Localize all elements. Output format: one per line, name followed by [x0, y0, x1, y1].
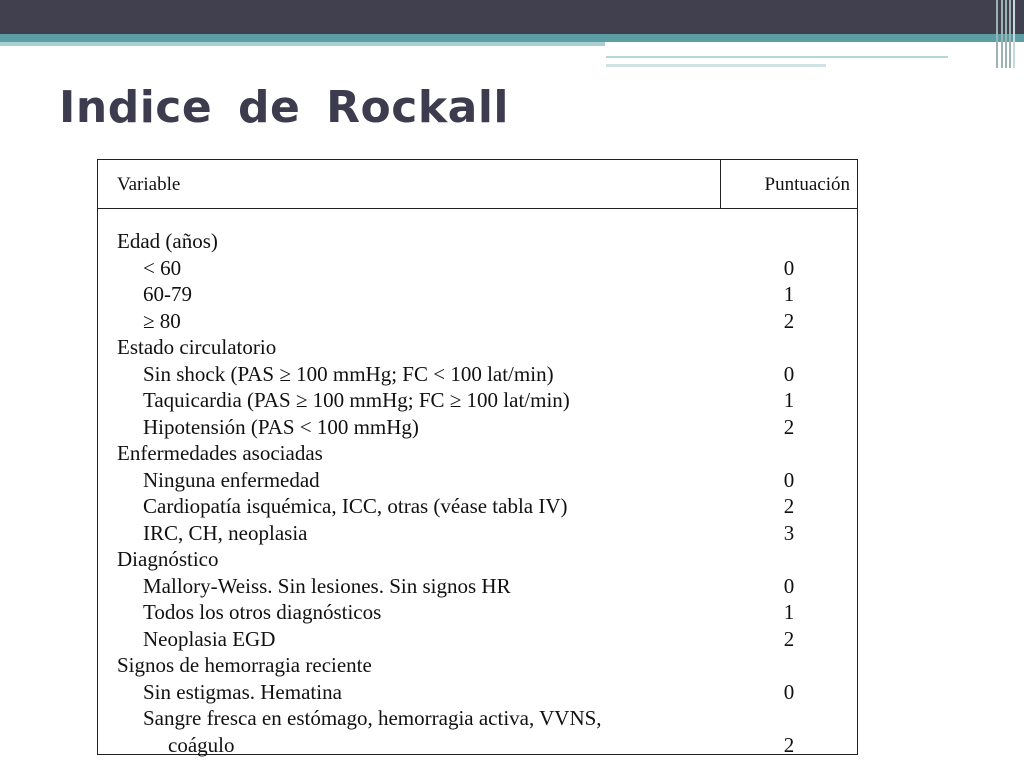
- row-score: 0: [783, 361, 795, 386]
- category-row: [98, 440, 857, 467]
- row-score: 2: [783, 414, 795, 439]
- row-label: 60-79: [143, 282, 192, 306]
- header-band: [0, 0, 1024, 34]
- row-label: Edad (años): [117, 229, 218, 253]
- table-row: [98, 281, 857, 308]
- category-row: [98, 652, 857, 679]
- row-score: 2: [783, 494, 795, 518]
- category-row: [98, 546, 857, 573]
- row-label: ≥ 80: [143, 308, 181, 333]
- accent-line: [606, 64, 826, 67]
- category-row: [98, 334, 857, 361]
- row-score: 2: [783, 626, 795, 651]
- table-header-row: [98, 160, 857, 209]
- decorative-stripes: [994, 0, 1024, 68]
- row-score: 0: [783, 679, 795, 704]
- table-body: [98, 228, 857, 758]
- row-label: IRC, CH, neoplasia: [143, 520, 308, 545]
- table-row: [98, 626, 857, 653]
- table-row: [98, 387, 857, 414]
- row-score: 2: [783, 732, 795, 757]
- slide-title: Indice de Rockall: [59, 82, 509, 133]
- row-label: Todos los otros diagnósticos: [143, 600, 382, 624]
- row-label: coágulo: [168, 732, 235, 757]
- row-label: Sangre fresca en estómago, hemorragia activa, VVNS,: [143, 706, 602, 730]
- row-label: Neoplasia EGD: [143, 626, 276, 651]
- table-row: [98, 599, 857, 626]
- row-score: 1: [783, 388, 795, 412]
- header-variable: Variable: [117, 174, 181, 195]
- row-label: Enfermedades asociadas: [117, 441, 323, 465]
- row-score: 0: [783, 467, 795, 492]
- table-row: [98, 705, 857, 732]
- table-row: [98, 414, 857, 441]
- row-label: Ninguna enfermedad: [143, 467, 320, 492]
- row-label: Signos de hemorragia reciente: [117, 653, 372, 677]
- row-score: 2: [783, 308, 795, 333]
- row-label: Mallory-Weiss. Sin lesiones. Sin signos HR: [143, 573, 511, 598]
- table-row: [98, 467, 857, 494]
- table-row: [98, 308, 857, 335]
- rockall-table: [97, 159, 858, 755]
- table-row: [98, 573, 857, 600]
- row-label: Hipotensión (PAS < 100 mmHg): [143, 414, 419, 439]
- category-row: [98, 228, 857, 255]
- teal-light-band: [0, 42, 605, 46]
- row-label: Sin estigmas. Hematina: [143, 679, 342, 704]
- table-row: [98, 679, 857, 706]
- row-score: 3: [783, 520, 795, 545]
- row-score: 1: [783, 282, 795, 306]
- row-label: Taquicardia (PAS ≥ 100 mmHg; FC ≥ 100 lat/min): [143, 388, 570, 412]
- table-row: [98, 361, 857, 388]
- accent-line: [606, 56, 948, 58]
- table-row: [98, 520, 857, 547]
- table-row: [98, 493, 857, 520]
- row-label: < 60: [143, 255, 182, 280]
- row-label: Sin shock (PAS ≥ 100 mmHg; FC < 100 lat/min): [143, 361, 554, 386]
- row-label: Estado circulatorio: [117, 335, 277, 359]
- row-label: Diagnóstico: [117, 547, 219, 571]
- header-score: Puntuación: [764, 174, 850, 195]
- table-row: [98, 732, 857, 759]
- row-score: 0: [783, 255, 795, 280]
- table-row: [98, 255, 857, 282]
- row-label: Cardiopatía isquémica, ICC, otras (véase tabla IV): [143, 494, 568, 518]
- column-divider: [720, 160, 721, 208]
- teal-accent-band: [0, 34, 1024, 42]
- row-score: 1: [783, 600, 795, 624]
- row-score: 0: [783, 573, 795, 598]
